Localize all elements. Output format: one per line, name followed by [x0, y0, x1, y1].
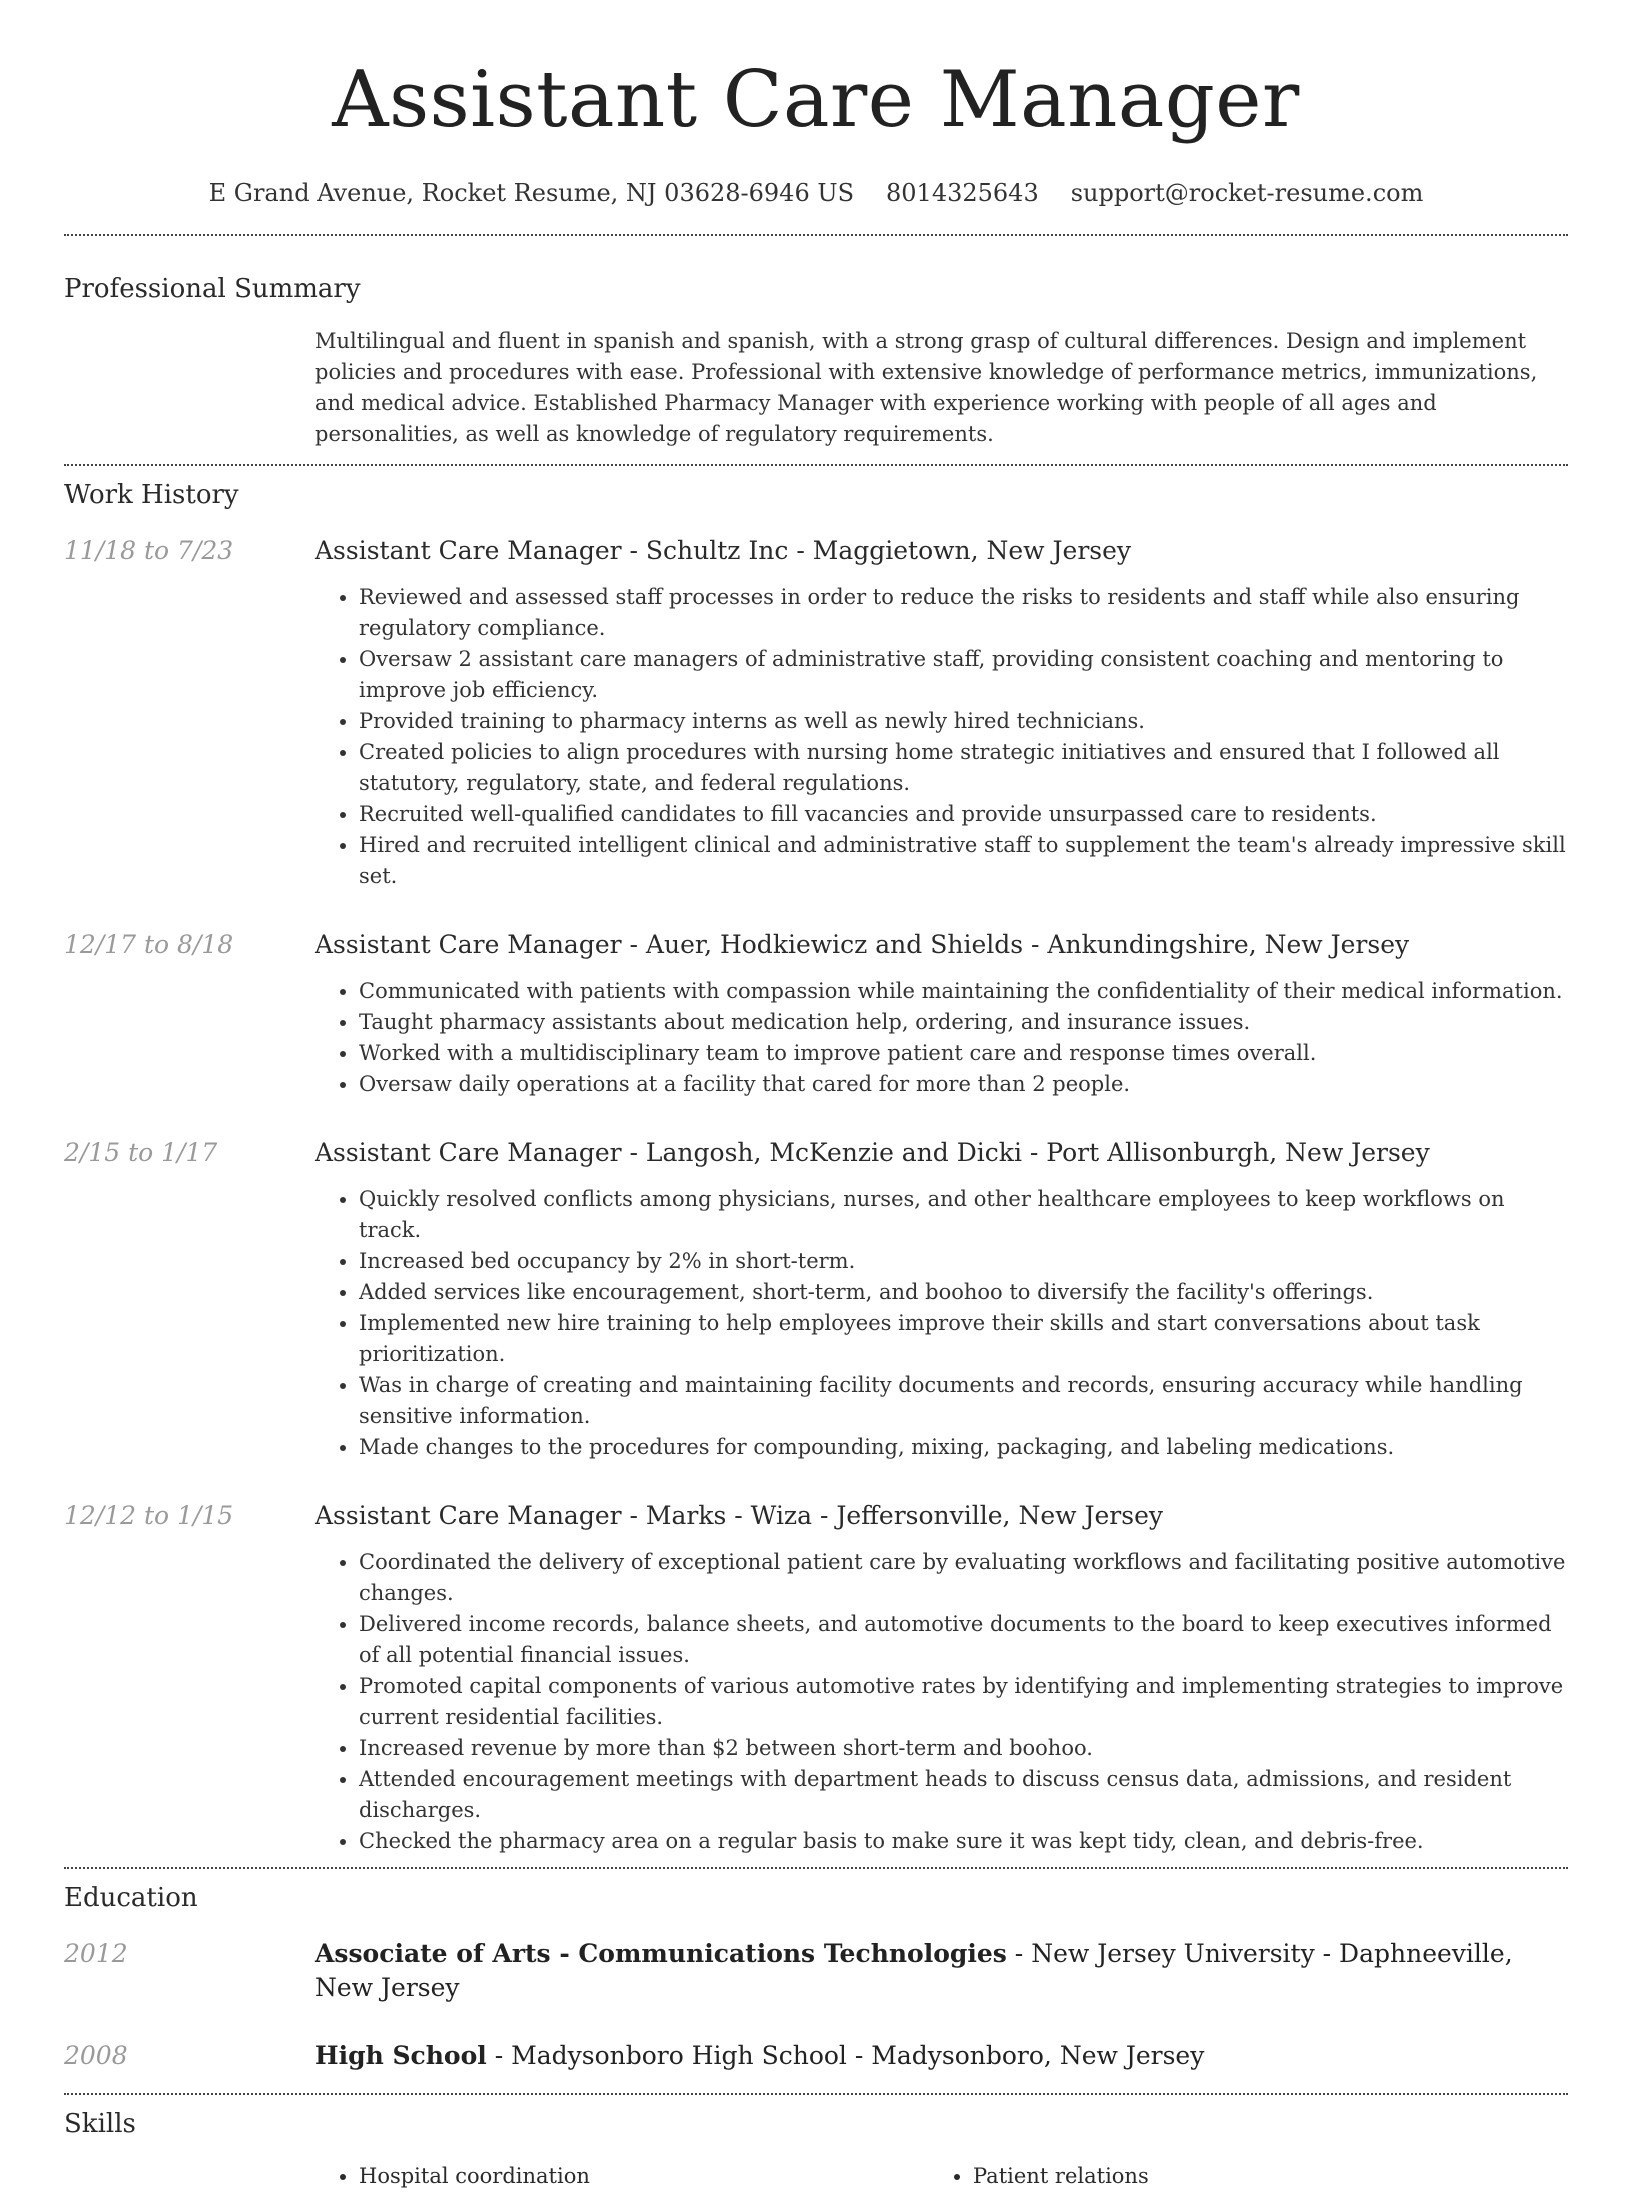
job-title: Assistant Care Manager - Langosh, McKenzie and Dicki - Port Allisonburgh, New Jersey: [315, 1138, 1430, 1167]
job-entry: [64, 534, 1568, 892]
job-bullet: • Provided training to pharmacy interns as well as newly hired technicians.: [359, 706, 1568, 737]
skills-section: [64, 2107, 1568, 2192]
job-date: 11/18 to 7/23: [64, 536, 234, 565]
job-bullet: • Implemented new hire training to help employees improve their skills and start conversations about task prioritization.: [359, 1308, 1568, 1370]
skills-column-right: [929, 2161, 1543, 2192]
job-bullet: • Created policies to align procedures with nursing home strategic initiatives and ensured that I followed all statutory, regulatory, state, and federal regulations.: [359, 737, 1568, 799]
job-bullets: [315, 582, 1568, 892]
job-title: Assistant Care Manager - Marks - Wiza - Jeffersonville, New Jersey: [315, 1501, 1163, 1530]
job-list: [64, 534, 1568, 1857]
job-bullet: • Increased revenue by more than $2 between short-term and boohoo.: [359, 1733, 1568, 1764]
education-school: - Madysonboro High School - Madysonboro, New Jersey: [486, 2041, 1205, 2070]
job-bullets: [315, 1547, 1568, 1857]
job-details: [315, 928, 1568, 1100]
job-date: 2/15 to 1/17: [64, 1138, 218, 1167]
skill-item: • Patient relations: [973, 2161, 1543, 2192]
summary-section: [64, 272, 1568, 450]
divider: [64, 1867, 1568, 1869]
job-entry: [64, 1136, 1568, 1463]
job-details: [315, 534, 1568, 892]
skills-column-left: [315, 2161, 929, 2192]
skill-item: • Hospital coordination: [359, 2161, 929, 2192]
work-history-heading: Work History: [64, 480, 239, 510]
contact-line: [64, 178, 1568, 208]
summary-text: Multilingual and fluent in spanish and spanish, with a strong grasp of cultural differences. Design and implement policies and procedures with ease. Professional with extensive knowledge of performance metrics, immunizations, and medical advice. Established Pharmacy Manager with experience working with people of all ages and personalities, as well as knowledge of regulatory requirements.: [315, 329, 1538, 446]
education-date: 2008: [64, 2041, 128, 2070]
job-details: [315, 1136, 1568, 1463]
divider: [64, 464, 1568, 466]
education-section: [64, 1881, 1568, 2073]
job-bullet: • Attended encouragement meetings with department heads to discuss census data, admissions, and resident discharges.: [359, 1764, 1568, 1826]
job-bullet: • Increased bed occupancy by 2% in short-term.: [359, 1246, 1568, 1277]
job-bullet: • Added services like encouragement, short-term, and boohoo to diversify the facility's offerings.: [359, 1277, 1568, 1308]
job-title: Assistant Care Manager - Auer, Hodkiewicz and Shields - Ankundingshire, New Jersey: [315, 930, 1410, 959]
job-bullet: • Checked the pharmacy area on a regular basis to make sure it was kept tidy, clean, and debris-free.: [359, 1826, 1568, 1857]
divider: [64, 234, 1568, 236]
job-bullet: • Worked with a multidisciplinary team to improve patient care and response times overall.: [359, 1038, 1568, 1069]
job-date: 12/12 to 1/15: [64, 1501, 234, 1530]
job-entry: [64, 928, 1568, 1100]
job-bullet: • Recruited well-qualified candidates to fill vacancies and provide unsurpassed care to residents.: [359, 799, 1568, 830]
job-bullet: • Oversaw daily operations at a facility that cared for more than 2 people.: [359, 1069, 1568, 1100]
job-entry: [64, 1499, 1568, 1857]
job-bullet: • Promoted capital components of various automotive rates by identifying and implementing strategies to improve current residential facilities.: [359, 1671, 1568, 1733]
education-heading: Education: [64, 1883, 198, 1913]
job-bullet: • Hired and recruited intelligent clinical and administrative staff to supplement the team's already impressive skill set.: [359, 830, 1568, 892]
divider: [64, 2093, 1568, 2095]
education-date: 2012: [64, 1939, 128, 1968]
contact-phone: 8014325643: [886, 179, 1039, 207]
education-title: [315, 1937, 1568, 2005]
job-bullet: • Was in charge of creating and maintaining facility documents and records, ensuring accuracy while handling sensitive information.: [359, 1370, 1568, 1432]
job-bullets: [315, 1184, 1568, 1463]
job-date: 12/17 to 8/18: [64, 930, 234, 959]
work-history-section: [64, 478, 1568, 1857]
education-degree: High School: [315, 2041, 487, 2070]
summary-heading: Professional Summary: [64, 274, 361, 304]
job-bullets: [315, 976, 1568, 1100]
skills-list: [315, 2161, 1568, 2192]
resume-page: [64, 0, 1568, 2188]
job-bullet: • Oversaw 2 assistant care managers of administrative staff, providing consistent coaching and mentoring to improve job efficiency.: [359, 644, 1568, 706]
job-details: [315, 1499, 1568, 1857]
resume-header: [64, 0, 1568, 208]
job-bullet: • Coordinated the delivery of exceptional patient care by evaluating workflows and facilitating positive automotive changes.: [359, 1547, 1568, 1609]
job-bullet: • Quickly resolved conflicts among physicians, nurses, and other healthcare employees to keep workflows on track.: [359, 1184, 1568, 1246]
education-item: [64, 2039, 1568, 2073]
education-item: [64, 1937, 1568, 2005]
job-bullet: • Communicated with patients with compassion while maintaining the confidentiality of their medical information.: [359, 976, 1568, 1007]
education-school: - New Jersey University - Daphneeville, New Jersey: [315, 1939, 1513, 2002]
job-bullet: • Delivered income records, balance sheets, and automotive documents to the board to keep executives informed of all potential financial issues.: [359, 1609, 1568, 1671]
education-degree: Associate of Arts - Communications Technologies: [315, 1939, 1007, 1968]
education-title: [315, 2039, 1204, 2073]
job-bullet: • Taught pharmacy assistants about medication help, ordering, and insurance issues.: [359, 1007, 1568, 1038]
contact-address: E Grand Avenue, Rocket Resume, NJ 03628-6946 US: [208, 179, 855, 207]
contact-email: support@rocket-resume.com: [1070, 179, 1424, 207]
job-title: Assistant Care Manager - Schultz Inc - Maggietown, New Jersey: [315, 536, 1132, 565]
job-bullet: • Reviewed and assessed staff processes in order to reduce the risks to residents and staff while also ensuring regulatory compliance.: [359, 582, 1568, 644]
skills-heading: Skills: [64, 2109, 136, 2139]
job-bullet: • Made changes to the procedures for compounding, mixing, packaging, and labeling medications.: [359, 1432, 1568, 1463]
candidate-name: Assistant Care Manager: [332, 55, 1300, 145]
